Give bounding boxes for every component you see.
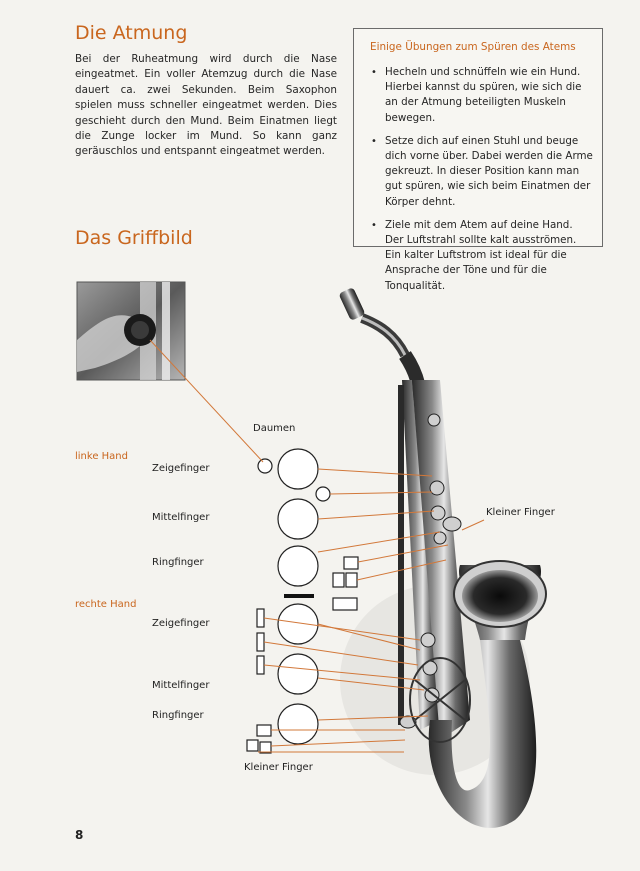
- label-ringfinger-right: Ringfinger: [152, 710, 204, 721]
- label-linke-hand: linke Hand: [75, 451, 128, 462]
- pinky-key-right-1: [257, 725, 271, 736]
- fingering-chart: [247, 449, 358, 753]
- label-kleiner-finger-right: Kleiner Finger: [486, 507, 555, 518]
- thumb-octave-key: [258, 459, 272, 473]
- list-item: • Hecheln und schnüffeln wie ein Hund. Hierbei kannst du spüren, wie sich die an der Atmung beteiligten Muskeln bewegen.: [371, 66, 582, 124]
- tone-hole-left-1: [278, 449, 318, 489]
- bullet-icon: •: [371, 67, 377, 78]
- section-title-griffbild: Das Griffbild: [75, 227, 193, 249]
- side-key-right-2: [257, 633, 264, 651]
- label-zeigefinger-right: Zeigefinger: [152, 618, 210, 629]
- hand-divider: [284, 594, 314, 598]
- tone-hole-right-2: [278, 654, 318, 694]
- list-item: • Setze dich auf einen Stuhl und beuge dich vorne über. Dabei werden die Arme gekreuzt. In dieser Position kann man gut spüren, wie sich beim Einatmen der Körper dehnt.: [371, 134, 593, 208]
- bullet-icon: •: [371, 219, 377, 231]
- pinky-key-left-bottom: [333, 598, 357, 610]
- label-mittelfinger-right: Mittelfinger: [152, 680, 210, 691]
- pinky-key-right-2: [247, 740, 258, 751]
- thumb-photo: [77, 282, 185, 380]
- tone-hole-right-3: [278, 704, 318, 744]
- label-rechte-hand: rechte Hand: [75, 599, 137, 610]
- pinky-key-left-top: [344, 557, 358, 569]
- label-mittelfinger-left: Mittelfinger: [152, 512, 210, 523]
- side-key-right-1: [257, 609, 264, 627]
- page-number: 8: [75, 828, 84, 842]
- side-key-right-3: [257, 656, 264, 674]
- exercise-box-title: Einige Übungen zum Spüren des Atems: [370, 41, 576, 53]
- label-daumen: Daumen: [253, 423, 296, 434]
- pinky-key-right-3: [260, 742, 271, 753]
- pinky-key-left-b: [346, 573, 357, 587]
- label-ringfinger-left: Ringfinger: [152, 557, 204, 568]
- list-item: • Ziele mit dem Atem auf deine Hand. Der Luftstrahl sollte kalt ausströmen. Ein kalter Luftstrom ist ideal für die Ansprache der Töne und für die Tonqualität.: [371, 218, 577, 292]
- bullet-icon: •: [371, 135, 377, 147]
- side-key-small: [316, 487, 330, 501]
- label-kleiner-finger-bottom: Kleiner Finger: [244, 762, 313, 773]
- tone-hole-left-3: [278, 546, 318, 586]
- section-title-atmung: Die Atmung: [75, 22, 188, 44]
- tone-hole-right-1: [278, 604, 318, 644]
- tone-hole-left-2: [278, 499, 318, 539]
- atmung-paragraph: Bei der Ruheatmung wird durch die Nase eingeatmet. Ein voller Atemzug durch die Nase dauert ca. zwei Sekunden. Beim Saxophon spielen muss schneller eingeatmet werden. Dies geschieht durch den Mund. Beim Einatmen liegt die Zunge locker im Mund. So kann ganz geräuschlos und entspannt eingeatmet werden.: [75, 53, 337, 158]
- label-zeigefinger-left: Zeigefinger: [152, 463, 210, 474]
- pinky-key-left-a: [333, 573, 344, 587]
